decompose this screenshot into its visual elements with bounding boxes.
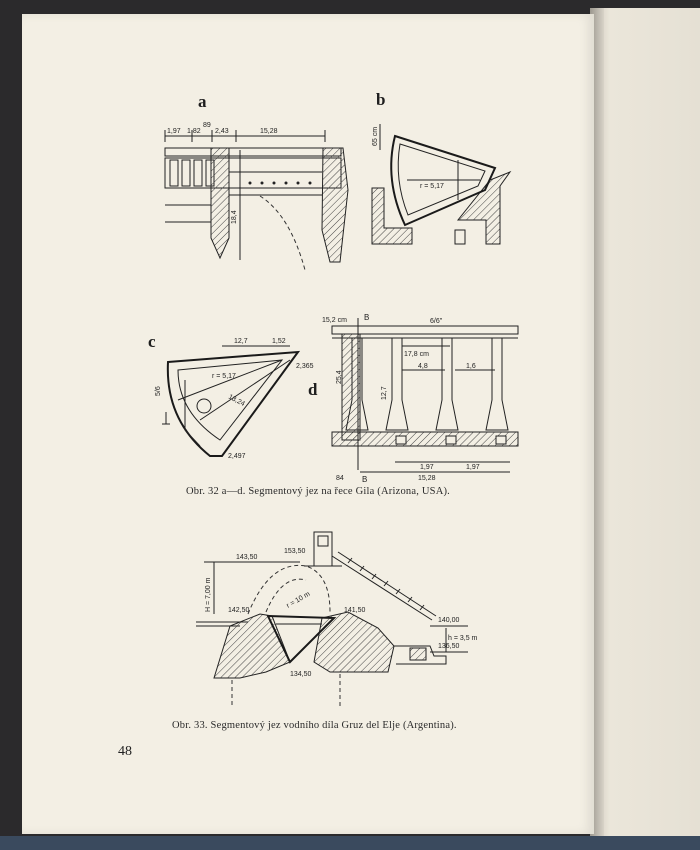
dim-a-4: 2,43: [215, 128, 229, 135]
dim-33-7: 140,00: [438, 617, 460, 624]
dim-a-3: 89: [203, 122, 211, 129]
dim-d-6: 1,6: [466, 363, 476, 370]
dim-33-8: 134,50: [290, 671, 312, 678]
dim-d-1: 15,2 cm: [322, 317, 347, 324]
dim-d-11: 15,28: [418, 475, 436, 482]
dim-b-1: 65 cm: [372, 126, 379, 146]
dim-d-2: B: [364, 313, 370, 322]
dim-a-6: 18,4: [231, 210, 238, 224]
dim-c-7: 5/6: [155, 386, 162, 396]
dim-b-2: r = 5,17: [420, 183, 444, 190]
figure-32a-label: a: [198, 92, 207, 111]
dim-33-9: 136,50: [438, 643, 460, 650]
figure-32c-drawing: [155, 338, 314, 460]
figure-32a-drawing: [165, 122, 348, 270]
figure-32d-drawing: [322, 313, 518, 484]
figure-33-caption: Obr. 33. Segmentový jez vodního díla Gruz del Elje (Argentina).: [172, 720, 457, 731]
page-number: 48: [118, 744, 132, 759]
figure-32-caption: Obr. 32 a—d. Segmentový jez na řece Gila (Arizona, USA).: [186, 486, 450, 497]
dim-33-3: H = 7,00 m: [205, 577, 212, 612]
dim-c-6: 13,24: [227, 393, 246, 408]
dim-c-2: 1,52: [272, 338, 286, 345]
dim-c-1: 12,7: [234, 338, 248, 345]
dim-33-1: 143,50: [236, 554, 258, 561]
figure-32b-drawing: [372, 124, 510, 244]
figure-32b-label: b: [376, 90, 386, 109]
dim-a-1: 1,97: [167, 128, 181, 135]
dim-c-4: 2,365: [296, 363, 314, 370]
dim-d-12: 84: [336, 475, 344, 482]
dim-d-3: 6/6": [430, 318, 443, 325]
dim-33-10: h = 3,5 m: [448, 635, 478, 642]
dim-d-8: 12,7: [381, 386, 388, 400]
dim-33-4: r = 10 m: [285, 590, 312, 610]
dim-33-6: 141,50: [344, 607, 366, 614]
dim-d-4: 17,8 cm: [404, 351, 429, 358]
dim-d-9: 1,97: [420, 464, 434, 471]
dim-a-2: 1,82: [187, 128, 201, 135]
dim-c-5: 2,497: [228, 453, 246, 460]
figure-32d-label: d: [308, 380, 318, 399]
dim-d-10: 1,97: [466, 464, 480, 471]
figure-33-drawing: [196, 532, 478, 706]
dim-a-5: 15,28: [260, 128, 278, 135]
dim-d-13: B: [362, 475, 368, 484]
dim-33-2: 153,50: [284, 548, 306, 555]
dim-d-7: 25,4: [336, 370, 343, 384]
dim-c-3: r = 5,17: [212, 373, 236, 380]
figure-32c-label: c: [148, 332, 156, 351]
dim-d-5: 4,8: [418, 363, 428, 370]
dim-33-5: 142,50: [228, 607, 250, 614]
